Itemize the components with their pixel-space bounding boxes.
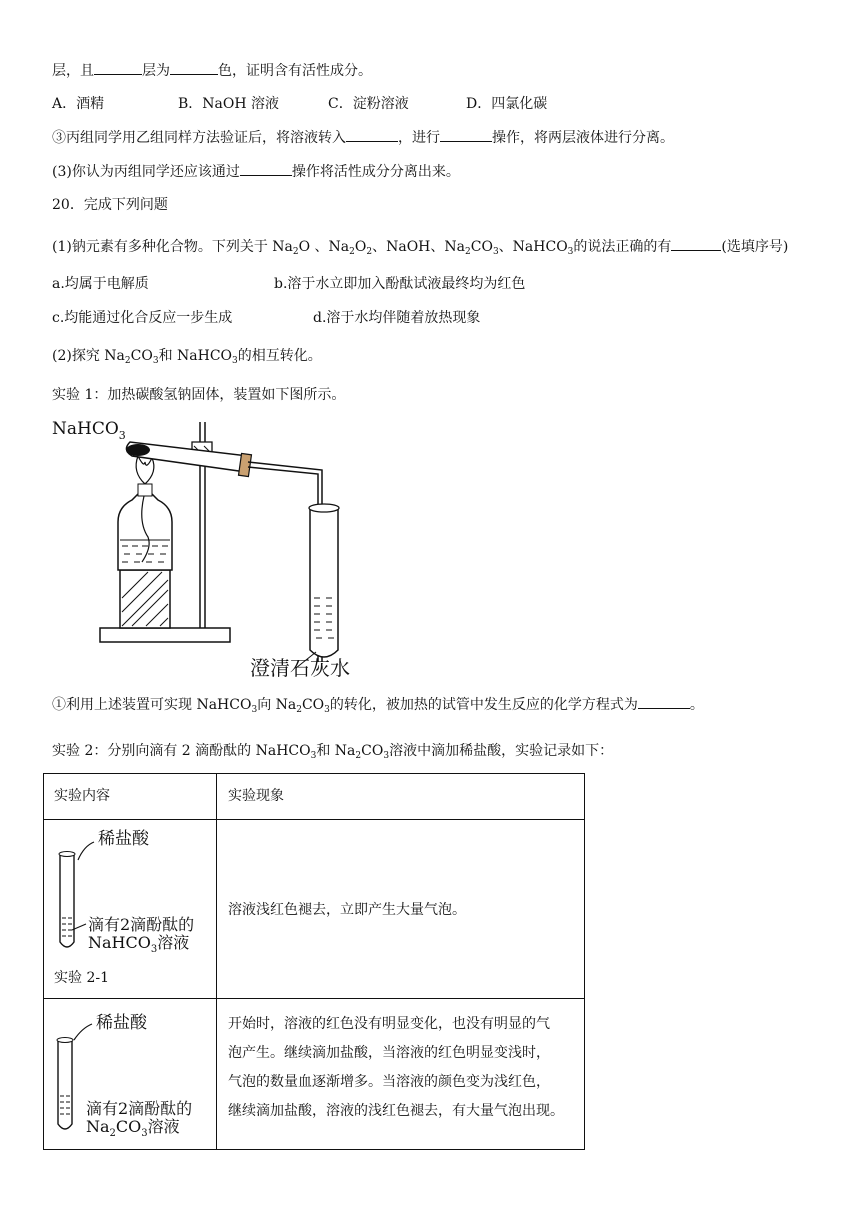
- row-divider: [44, 819, 584, 820]
- text: 的转化，被加热的试管中发生反应的化学方程式为: [329, 697, 638, 713]
- svg-text:滴有2滴酚酞的: 滴有2滴酚酞的: [86, 1099, 193, 1118]
- subscript: 3: [383, 751, 390, 761]
- text: 和 Na: [316, 743, 356, 759]
- option-b[interactable]: B．NaOH 溶液: [178, 96, 280, 112]
- experiment-2-intro: [52, 741, 613, 761]
- text: (2)探究 Na: [52, 348, 125, 364]
- option-a[interactable]: A．酒精: [52, 96, 105, 112]
- answer-blank[interactable]: [440, 127, 492, 142]
- option-b[interactable]: b.溶于水立即加入酚酞试液最终均为红色: [274, 276, 526, 292]
- subscript: 3: [310, 751, 317, 761]
- svg-text:稀盐酸: 稀盐酸: [96, 1013, 147, 1033]
- heating-apparatus-figure: [52, 412, 382, 682]
- text: CO: [301, 697, 325, 713]
- subscript: 3: [251, 705, 258, 715]
- text: (1)钠元素有多种化合物。下列关于 Na: [52, 239, 293, 255]
- subscript: 2: [349, 247, 355, 257]
- text: 。: [689, 697, 704, 713]
- q19-line1: [52, 60, 372, 81]
- option-d[interactable]: d.溶于水均伴随着放热现象: [313, 310, 481, 326]
- text: 向 Na: [257, 697, 297, 713]
- subscript: 3: [324, 705, 330, 715]
- answer-blank[interactable]: [671, 236, 721, 251]
- answer-blank[interactable]: [240, 161, 292, 176]
- row-divider: [44, 998, 584, 999]
- answer-blank[interactable]: [638, 694, 690, 709]
- experiment-label: 实验 2-1: [54, 970, 109, 986]
- answer-blank[interactable]: [94, 60, 142, 75]
- experiment-result-line: 继续滴加盐酸，溶液的浅红色褪去，有大量气泡出现。: [228, 1103, 564, 1119]
- text: O: [354, 239, 367, 255]
- option-d[interactable]: D．四氯化碳: [466, 96, 548, 112]
- subscript: 2: [465, 247, 471, 257]
- q20-part2-1: [52, 694, 704, 715]
- subscript: 2: [366, 247, 373, 257]
- text: 层为: [142, 63, 170, 79]
- experiment-result-line: 泡产生。继续滴加盐酸，当溶液的红色明显变浅时，: [228, 1045, 550, 1061]
- option-c[interactable]: C．淀粉溶液: [328, 96, 409, 112]
- subscript: 3: [492, 247, 499, 257]
- experiment-result-line: 开始时，溶液的红色没有明显变化，也没有明显的气: [228, 1016, 550, 1032]
- subscript: 3: [152, 356, 159, 366]
- subscript: 2: [124, 356, 131, 366]
- experiment-table: [43, 773, 585, 1150]
- text: 溶液中滴加稀盐酸，实验记录如下：: [389, 743, 614, 759]
- table-header: 实验现象: [228, 788, 284, 804]
- experiment-result-line: 气泡的数量血逐渐增多。当溶液的颜色变为浅红色，: [228, 1074, 550, 1090]
- answer-blank[interactable]: [346, 127, 398, 142]
- column-divider: [216, 774, 217, 1149]
- question-title: 20．完成下列问题: [52, 197, 168, 213]
- text: CO: [361, 743, 384, 759]
- text: 的相互转化。: [237, 348, 322, 364]
- text: 的说法正确的有: [573, 239, 672, 255]
- text: 实验 2：分别向滴有 2 滴酚酞的 NaHCO: [52, 743, 311, 759]
- q20-part1: [52, 236, 788, 257]
- svg-text:稀盐酸: 稀盐酸: [98, 829, 149, 849]
- text: CO: [130, 348, 153, 364]
- svg-text:NaHCO3溶液: NaHCO$_3$溶液: [88, 933, 190, 955]
- figure-label-nahco3: NaHCO$_3$: [52, 419, 126, 442]
- test-tube-figure-nahco3: [52, 824, 212, 964]
- subscript: 2: [355, 751, 362, 761]
- subscript: 3: [567, 247, 574, 257]
- svg-text:Na2CO3溶液: $Na_2CO_3$溶液: [86, 1117, 180, 1139]
- text: 、NaOH、Na: [372, 239, 465, 255]
- answer-blank[interactable]: [170, 60, 218, 75]
- subscript: 2: [296, 705, 302, 715]
- text: ，进行: [398, 130, 440, 146]
- text: ③丙组同学用乙组同样方法验证后，将溶液转入: [52, 130, 346, 146]
- test-tube-figure-na2co3: [52, 1006, 212, 1146]
- q19-line3: [52, 127, 674, 148]
- svg-text:滴有2滴酚酞的: 滴有2滴酚酞的: [88, 915, 195, 934]
- text: ①利用上述装置可实现 NaHCO: [52, 697, 252, 713]
- option-a[interactable]: a.均属于电解质: [52, 276, 149, 292]
- text: (3)你认为丙组同学还应该通过: [52, 164, 240, 180]
- text: 操作，将两层液体进行分离。: [492, 130, 674, 146]
- text: 、NaHCO: [498, 239, 568, 255]
- text: CO: [470, 239, 493, 255]
- figure-label-limewater: 澄清石灰水: [250, 656, 350, 680]
- text: O 、Na: [298, 239, 350, 255]
- text: 色，证明含有活性成分。: [218, 63, 372, 79]
- q19-line4: [52, 161, 460, 182]
- subscript: 3: [232, 356, 238, 366]
- subscript: 2: [292, 247, 299, 257]
- text: (选填序号): [721, 239, 789, 255]
- text: 层，且: [52, 63, 94, 79]
- q20-part2: [52, 346, 322, 366]
- option-c[interactable]: c.均能通过化合反应一步生成: [52, 310, 233, 326]
- text: 操作将活性成分分离出来。: [291, 164, 460, 180]
- text: 和 NaHCO: [158, 348, 233, 364]
- experiment-result: 溶液浅红色褪去，立即产生大量气泡。: [228, 902, 466, 918]
- table-header: 实验内容: [54, 788, 110, 804]
- experiment-1-intro: 实验 1：加热碳酸氢钠固体，装置如下图所示。: [52, 387, 346, 403]
